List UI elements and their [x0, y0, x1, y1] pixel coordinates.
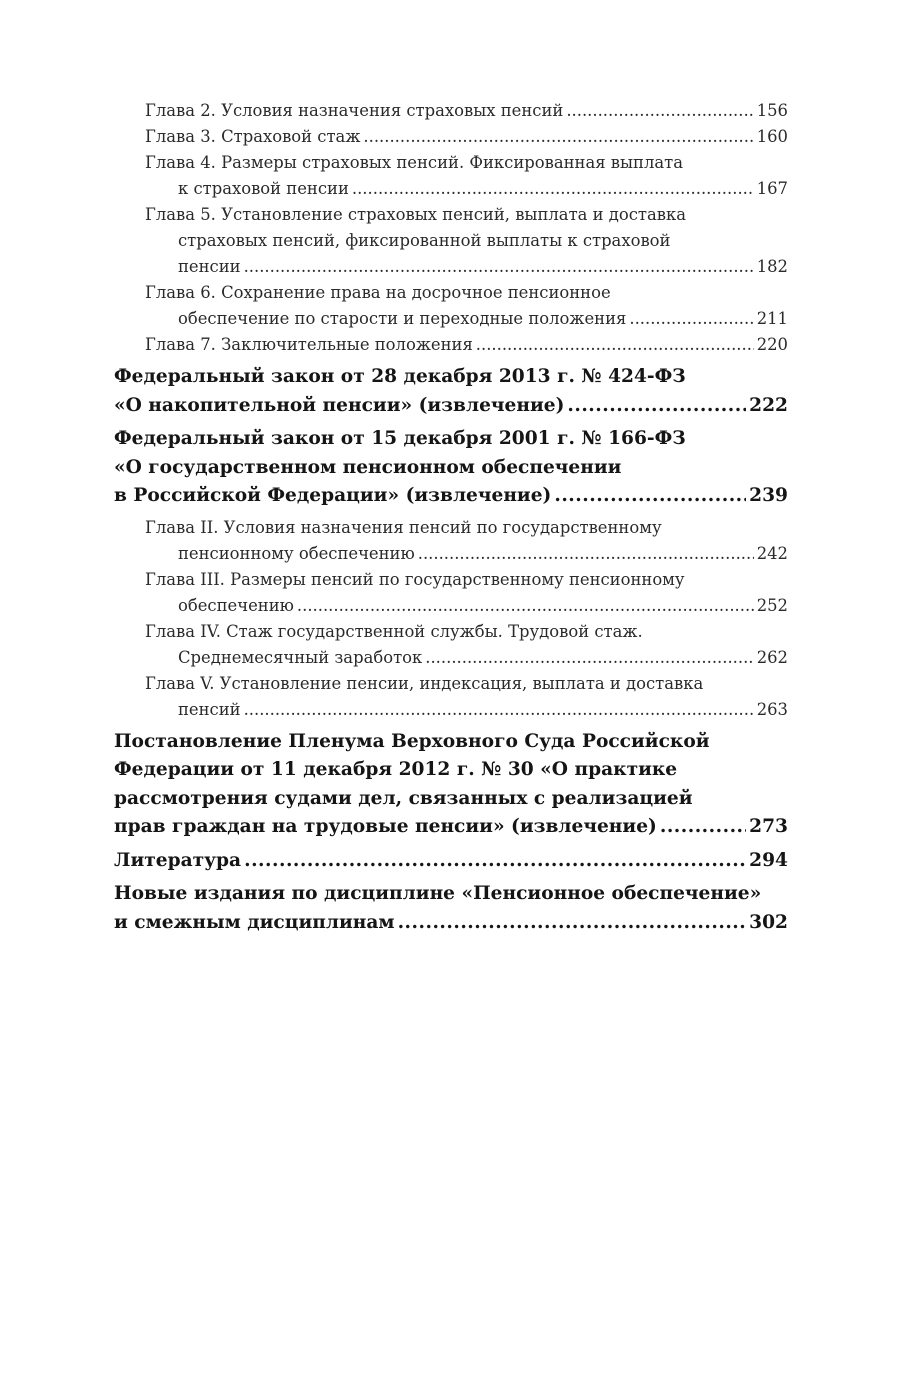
toc-page-number: 239 — [749, 485, 788, 506]
toc-entry-title: Литература — [114, 849, 242, 871]
toc-entry-chapter-II[interactable] — [145, 515, 788, 567]
toc-entry-title: Глава 5. Установление страховых пенсий, выплата и доставка — [145, 205, 686, 224]
toc-entry-title-cont: обеспечению — [178, 595, 294, 615]
toc-entry-title: Федеральный закон от 28 декабря 2013 г. № 424-ФЗ — [114, 366, 686, 387]
leader-dots — [567, 392, 746, 421]
toc-entry-title-cont: «О государственном пенсионном обеспечении — [114, 456, 622, 478]
toc-page-number: 160 — [756, 127, 788, 146]
toc-entry-new-editions[interactable] — [114, 880, 788, 937]
toc-page-number: 211 — [756, 309, 788, 328]
leader-dots — [398, 909, 747, 938]
leader-dots — [244, 254, 754, 280]
toc-page-number: 262 — [756, 647, 788, 667]
toc-entry-title-cont: и смежным дисциплинам — [114, 911, 395, 933]
toc-entry-title: Глава 6. Сохранение права на досрочное пенсионное — [145, 283, 611, 302]
toc-entry-title-cont: к страховой пенсии — [178, 179, 349, 198]
toc-page-number: 167 — [756, 179, 788, 198]
toc-entry-chapter-III[interactable] — [145, 567, 788, 619]
toc-entry-literature[interactable] — [114, 847, 788, 876]
leader-dots — [566, 98, 753, 124]
toc-entry-plenum-resolution[interactable] — [114, 728, 788, 842]
toc-entry-title: Постановление Пленума Верховного Суда Российской — [114, 730, 710, 752]
toc-entry-law-166[interactable] — [114, 425, 788, 511]
toc-entry-title: Глава II. Условия назначения пенсий по государственному — [145, 517, 662, 537]
leader-dots — [476, 332, 754, 358]
toc-entry-title-cont: в Российской Федерации» (извлечение) — [114, 485, 552, 506]
toc-entry-chapter-3[interactable] — [145, 124, 788, 150]
toc-page-number: 222 — [749, 394, 788, 416]
leader-dots — [425, 645, 753, 671]
toc-entry-law-424[interactable] — [114, 363, 788, 420]
leader-dots — [363, 124, 753, 150]
toc-entry-title: Федеральный закон от 15 декабря 2001 г. № 166-ФЗ — [114, 428, 686, 449]
toc-entry-chapter-2[interactable] — [145, 98, 788, 124]
toc-entry-chapter-V[interactable] — [145, 671, 788, 723]
toc-entry-title: Глава III. Размеры пенсий по государственному пенсионному — [145, 569, 685, 589]
toc-page-number: 302 — [749, 911, 788, 933]
toc-entry-title: Глава 7. Заключительные положения — [145, 335, 473, 354]
toc-page-number: 252 — [756, 595, 788, 615]
leader-dots — [297, 593, 754, 619]
toc-entry-title-cont: пенсионному обеспечению — [178, 543, 415, 563]
toc-entry-chapter-5[interactable] — [145, 202, 788, 280]
toc-entry-title: Глава IV. Стаж государственной службы. Трудовой стаж. — [145, 621, 643, 641]
toc-entry-title-cont: «О накопительной пенсии» (извлечение) — [114, 394, 565, 416]
toc-entry-title: Глава 4. Размеры страховых пенсий. Фиксированная выплата — [145, 153, 684, 172]
toc-entry-title-cont: рассмотрения судами дел, связанных с реализацией — [114, 787, 693, 809]
toc-entry-chapter-6[interactable] — [145, 280, 788, 332]
toc-page-number: 220 — [756, 335, 788, 354]
toc-page-number: 182 — [756, 257, 788, 276]
leader-dots — [352, 176, 754, 202]
toc-entry-chapter-7[interactable] — [145, 332, 788, 358]
leader-dots — [660, 813, 746, 842]
toc-entry-title: Глава V. Установление пенсии, индексация, выплата и доставка — [145, 673, 704, 693]
toc-entry-title-cont: обеспечение по старости и переходные положения — [178, 309, 627, 328]
toc-page-number: 156 — [756, 101, 788, 120]
toc-entry-title-cont: пенсии — [178, 257, 241, 276]
toc-entry-title-cont: Среднемесячный заработок — [178, 647, 423, 667]
leader-dots — [244, 847, 746, 876]
leader-dots — [554, 482, 746, 511]
toc-entry-title-cont: прав граждан на трудовые пенсии» (извлечение) — [114, 816, 657, 837]
table-of-contents — [114, 98, 788, 941]
toc-entry-title: Глава 2. Условия назначения страховых пенсий — [145, 101, 564, 120]
leader-dots — [629, 306, 753, 332]
toc-entry-title: Глава 3. Страховой стаж — [145, 127, 361, 146]
leader-dots — [418, 541, 754, 567]
toc-entry-chapter-4[interactable] — [145, 150, 788, 202]
leader-dots — [244, 697, 754, 723]
toc-page-number: 263 — [756, 699, 788, 719]
toc-page-number: 242 — [756, 543, 788, 563]
toc-entry-title-cont: страховых пенсий, фиксированной выплаты к страховой — [178, 231, 671, 250]
toc-entry-title: Новые издания по дисциплине «Пенсионное обеспечение» — [114, 883, 762, 904]
toc-page-number: 294 — [749, 849, 788, 871]
toc-entry-title-cont: Федерации от 11 декабря 2012 г. № 30 «О практике — [114, 759, 678, 780]
toc-entry-chapter-IV[interactable] — [145, 619, 788, 671]
toc-page-number: 273 — [749, 816, 788, 837]
toc-entry-title-cont: пенсий — [178, 699, 241, 719]
